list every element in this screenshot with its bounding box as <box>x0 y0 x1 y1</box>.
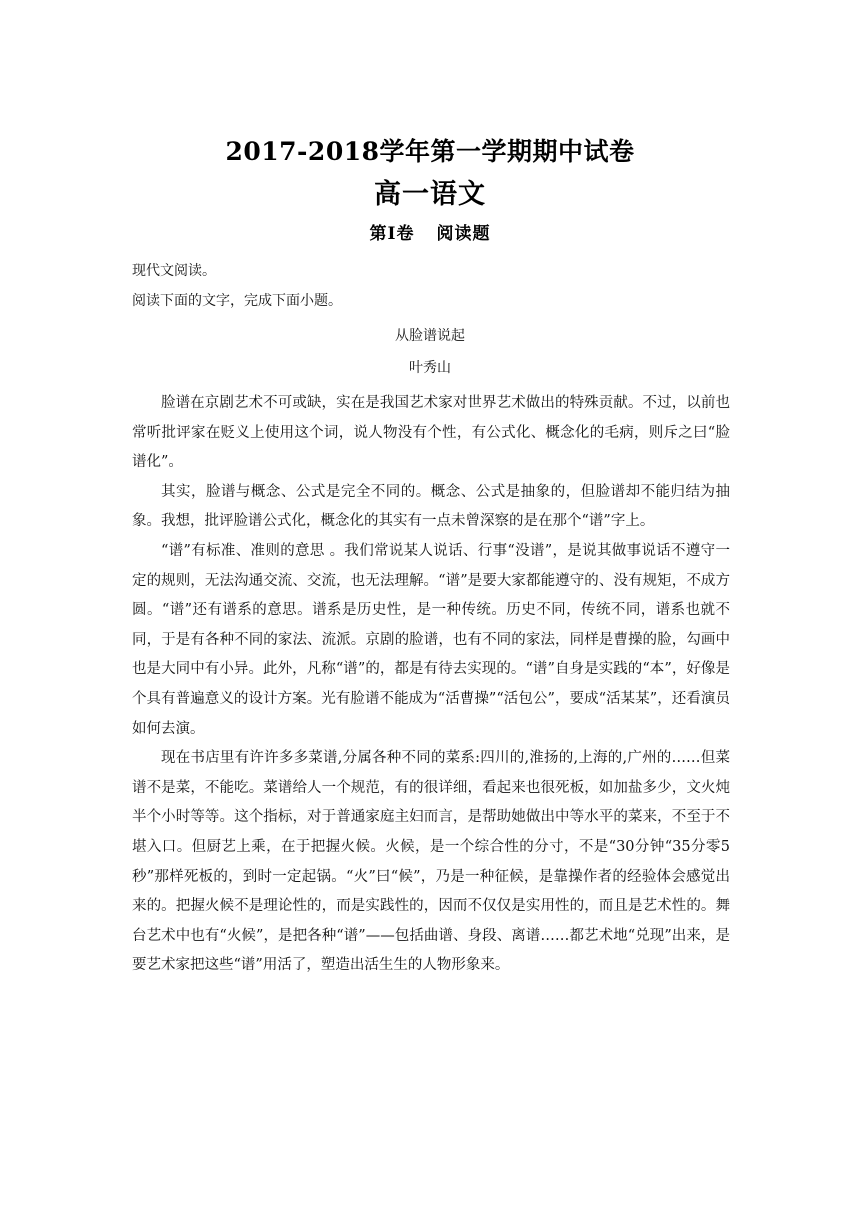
article-author: 叶秀山 <box>409 360 451 376</box>
article-body <box>132 389 730 981</box>
exam-title: 2017-2018学年第一学期期中试卷 <box>225 137 635 166</box>
subject-title: 高一语文 <box>374 179 486 210</box>
section-part: 第I卷 <box>369 224 415 244</box>
instruction-line-1: 现代文阅读。 <box>132 263 216 279</box>
section-name: 阅读题 <box>436 224 491 244</box>
paragraph-2: 其实，脸谱与概念、公式是完全不同的。概念、公式是抽象的，但脸谱却不能归结为抽象。我想，批评脸谱公式化，概念化的其实有一点未曾深察的是在那个“谱”字上。 <box>132 483 730 530</box>
paragraph-1: 脸谱在京剧艺术不可或缺，实在是我国艺术家对世界艺术做出的特殊贡献。不过，以前也常听批评家在贬义上使用这个词，说人物没有个性，有公式化、概念化的毛病，则斥之曰“脸谱化”。 <box>132 395 730 471</box>
instruction-line-2: 阅读下面的文字，完成下面小题。 <box>132 293 342 309</box>
article-title: 从脸谱说起 <box>395 328 465 344</box>
section-heading <box>0 221 860 247</box>
paragraph-4: 现在书店里有许许多多菜谱,分属各种不同的菜系:四川的,淮扬的,上海的,广州的……但菜谱不是菜，不能吃。菜谱给人一个规范，有的很详细，看起来也很死板，如加盐多少，文火炖半个小时等等。这个指标，对于普通家庭主妇而言，是帮助她做出中等水平的菜来，不至于不堪入口。但厨艺上乘，在于把握火候。火候，是一个综合性的分寸，不是“30分钟“35分零5秒”那样死板的，到时一定起锅。“火”曰“候”，乃是一种征候，是靠操作者的经验体会感觉出来的。把握火候不是理论性的，而是实践性的，因而不仅仅是实用性的，而且是艺术性的。舞台艺术中也有“火候”，是把各种“谱”——包括曲谱、身段、离谱……都艺术地“兑现”出来，是要艺术家把这些“谱”用活了，塑造出活生生的人物形象来。 <box>132 750 730 974</box>
paragraph-3: “谱”有标准、准则的意思 。我们常说某人说话、行事“没谱”，是说其做事说话不遵守一定的规则，无法沟通交流、交流，也无法理解。“谱”是要大家都能遵守的、没有规矩，不成方圆。“谱”还有谱系的意思。谱系是历史性，是一种传统。历史不同，传统不同，谱系也就不同，于是有各种不同的家法、流派。京剧的脸谱，也有不同的家法，同样是曹操的脸，勾画中也是大同中有小异。此外，凡称“谱”的，都是有待去实现的。“谱”自身是实践的“本”，好像是个具有普遍意义的设计方案。光有脸谱不能成为“活曹操”“活包公”，要成“活某某”，还看演员如何去演。 <box>132 542 730 737</box>
